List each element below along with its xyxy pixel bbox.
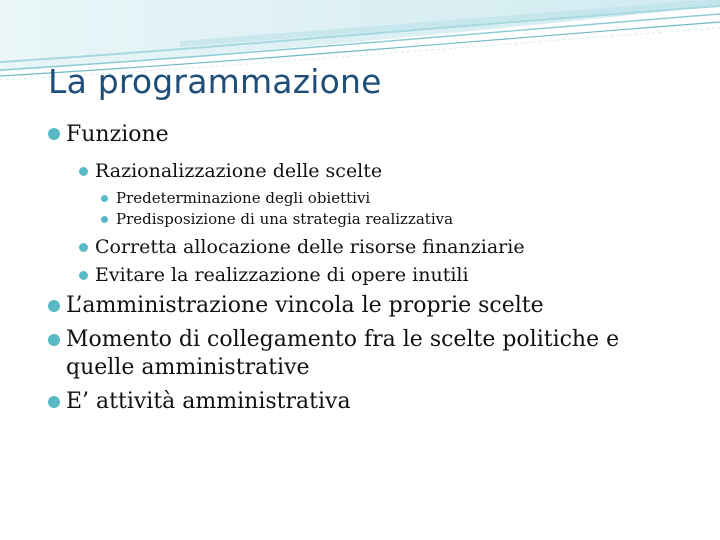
bullet-dot-icon [101, 216, 108, 223]
bullet-dot-icon [79, 167, 88, 176]
bullet-dot-icon [48, 300, 60, 312]
bullet-evitare: Evitare la realizzazione di opere inutili [95, 264, 469, 286]
bullet-attivita: E’ attività amministrativa [66, 389, 351, 414]
bullet-momento-line2: quelle amministrative [66, 355, 310, 380]
slide-title: La programmazione [48, 62, 382, 101]
bullet-dot-icon [48, 334, 60, 346]
bullet-momento-line1: Momento di collegamento fra le scelte politiche e [66, 327, 620, 352]
bullet-dot-icon [79, 271, 88, 280]
bullet-predisposizione: Predisposizione di una strategia realizzativa [116, 210, 454, 228]
bullet-funzione: Funzione [66, 122, 169, 147]
bullet-corretta-allocazione: Corretta allocazione delle risorse finanziarie [95, 236, 525, 258]
bullet-predeterminazione: Predeterminazione degli obiettivi [116, 189, 371, 207]
bullet-razionalizzazione: Razionalizzazione delle scelte [95, 160, 383, 182]
bullet-dot-icon [48, 128, 60, 140]
bullet-dot-icon [48, 396, 60, 408]
bullet-dot-icon [101, 195, 108, 202]
bullet-amministrazione: L’amministrazione vincola le proprie scelte [66, 293, 544, 318]
bullet-dot-icon [79, 243, 88, 252]
